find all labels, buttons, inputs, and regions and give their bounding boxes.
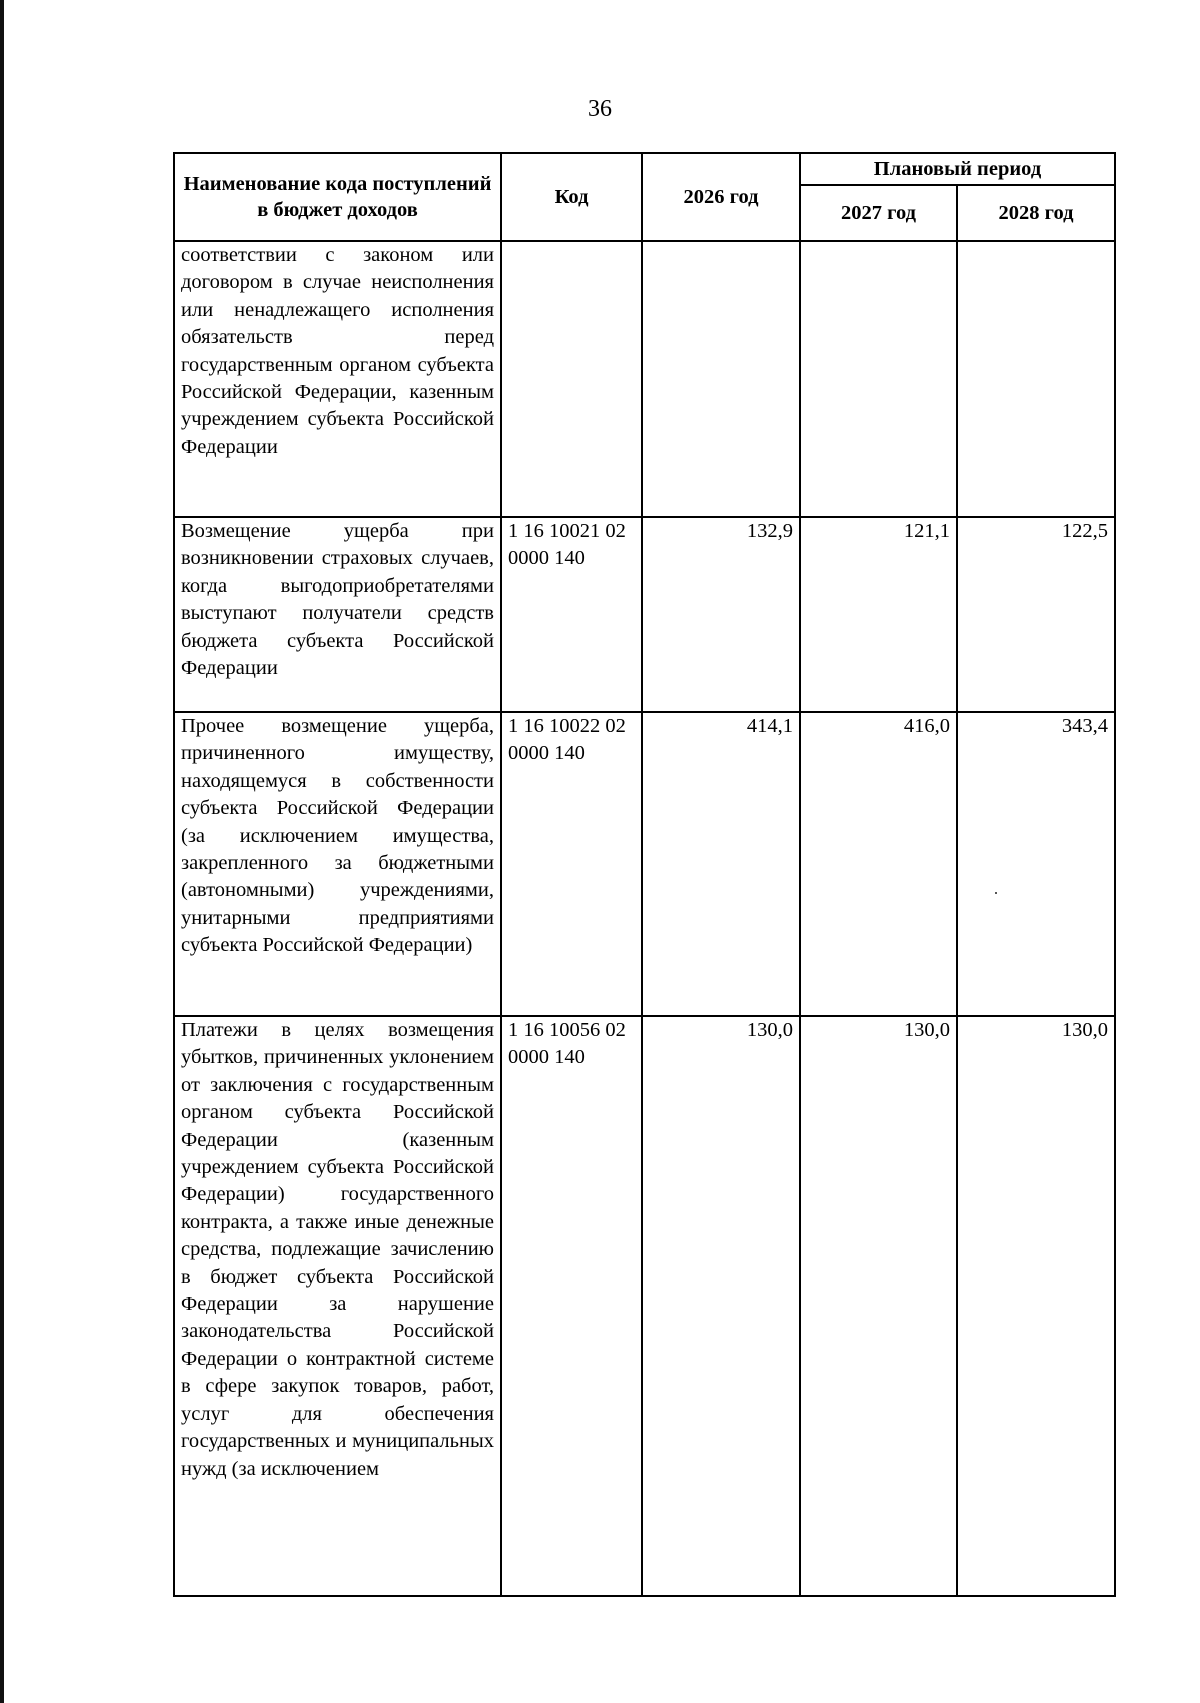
- row-code: 1 16 10021 02 0000 140: [501, 517, 642, 712]
- row-2027: 121,1: [800, 517, 957, 712]
- row-2026: [642, 241, 800, 517]
- row-2026: 132,9: [642, 517, 800, 712]
- table-row: [174, 517, 1115, 712]
- table-row: [174, 1016, 1115, 1596]
- scan-edge: [0, 0, 4, 1703]
- row-2028: 130,0: [957, 1016, 1115, 1596]
- row-2028: 122,5: [957, 517, 1115, 712]
- row-2027: 130,0: [800, 1016, 957, 1596]
- page-number: 36: [588, 96, 612, 122]
- header-name: Наименование кода поступлений в бюджет доходов: [174, 153, 501, 241]
- header-2026: 2026 год: [642, 153, 800, 241]
- row-code: 1 16 10022 02 0000 140: [501, 712, 642, 1016]
- revenue-table: [173, 152, 1116, 1597]
- table-row: [174, 712, 1115, 1016]
- row-code: 1 16 10056 02 0000 140: [501, 1016, 642, 1596]
- row-name: Возмещение ущерба при возникновении страховых случаев, когда выгодоприобретателями выступают получатели средств бюджета субъекта Российской Федерации: [174, 517, 501, 712]
- row-name: Платежи в целях возмещения убытков, причиненных уклонением от заключения с государственным органом субъекта Российской Федерации (казенным учреждением субъекта Российской Федерации) государственного контракта, а также иные денежные средства, подлежащие зачислению в бюджет субъекта Российской Федерации за нарушение законодательства Российской Федерации о контрактной системе в сфере закупок товаров, работ, услуг для обеспечения государственных и муниципальных нужд (за исключением: [174, 1016, 501, 1596]
- row-code: [501, 241, 642, 517]
- header-2027: 2027 год: [800, 185, 957, 241]
- row-2028: [957, 241, 1115, 517]
- header-2028: 2028 год: [957, 185, 1115, 241]
- row-2027: [800, 241, 957, 517]
- header-planned-period: Плановый период: [800, 153, 1115, 185]
- row-2028: 343,4: [957, 712, 1115, 1016]
- row-2026: 130,0: [642, 1016, 800, 1596]
- row-2026: 414,1: [642, 712, 800, 1016]
- row-name: Прочее возмещение ущерба, причиненного имуществу, находящемуся в собственности субъекта Российской Федерации (за исключением имущества, закрепленного за бюджетными (автономными) учреждениями, унитарными предприятиями субъекта Российской Федерации): [174, 712, 501, 1016]
- scan-speck: [995, 892, 997, 894]
- header-code: Код: [501, 153, 642, 241]
- row-2027: 416,0: [800, 712, 957, 1016]
- row-name: соответствии с законом или договором в случае неисполнения или ненадлежащего исполнения обязательств перед государственным органом субъекта Российской Федерации, казенным учреждением субъекта Российской Федерации: [174, 241, 501, 517]
- table-row: [174, 241, 1115, 517]
